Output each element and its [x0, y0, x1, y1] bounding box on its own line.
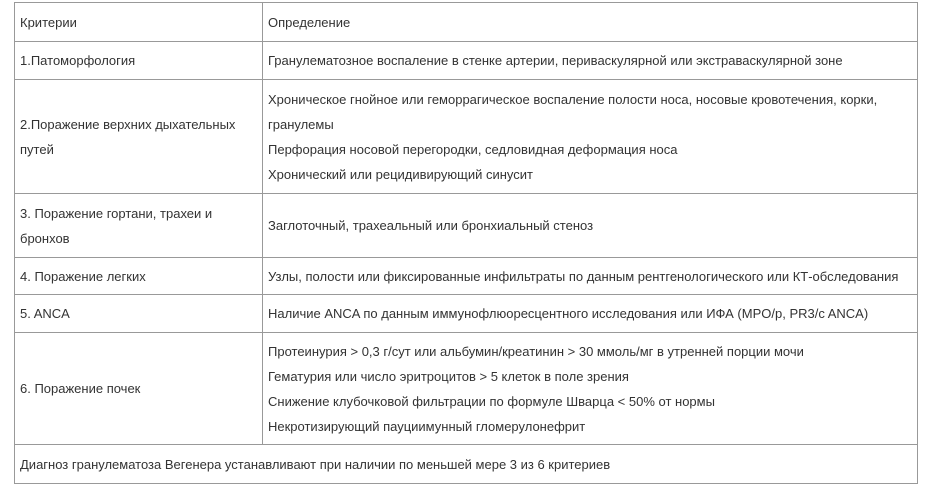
table-row — [15, 80, 918, 194]
criteria-text: 5. ANCA — [20, 306, 70, 321]
criteria-cell — [15, 258, 263, 295]
table-footer-row — [15, 445, 918, 484]
table-row — [15, 295, 918, 333]
criteria-text: бронхов — [20, 230, 70, 246]
definition-cell — [263, 295, 918, 333]
header-definition: Определение — [263, 3, 918, 42]
definition-text: гранулемы — [268, 116, 334, 132]
criteria-cell — [15, 194, 263, 258]
definition-cell — [263, 42, 918, 80]
criteria-cell — [15, 42, 263, 80]
definition-text: Снижение клубочковой фильтрации по формуле Шварца < 50% от нормы — [268, 393, 715, 409]
criteria-text: путей — [20, 141, 54, 157]
footer-note: Диагноз гранулематоза Вегенера устанавливают при наличии по меньшей мере 3 из 6 критериев — [15, 445, 918, 484]
definition-text: Некротизирующий пауциимунный гломерулонефрит — [268, 418, 586, 434]
definition-text: Узлы, полости или фиксированные инфильтраты по данным рентгенологического или КТ-обследования — [268, 268, 899, 284]
table-row — [15, 194, 918, 258]
criteria-text: 1.Патоморфология — [20, 53, 136, 68]
header-criteria: Критерии — [15, 3, 263, 42]
definition-cell — [263, 194, 918, 258]
definition-text: Перфорация носовой перегородки, седловидная деформация носа — [268, 141, 678, 157]
criteria-cell — [15, 295, 263, 333]
criteria-table — [14, 2, 918, 484]
criteria-text: 2.Поражение верхних дыхательных — [20, 116, 236, 132]
table-row — [15, 333, 918, 445]
definition-text: Хроническое гнойное или геморрагическое воспаление полости носа, носовые кровотечения, корки, — [268, 91, 878, 107]
definition-text: Заглоточный, трахеальный или бронхиальный стеноз — [268, 218, 594, 233]
definition-cell — [263, 333, 918, 445]
criteria-text: 6. Поражение почек — [20, 381, 141, 396]
definition-text: Хронический или рецидивирующий синусит — [268, 166, 533, 182]
criteria-cell — [15, 333, 263, 445]
definition-cell — [263, 258, 918, 295]
table-row — [15, 42, 918, 80]
criteria-text: 4. Поражение легких — [20, 268, 146, 284]
definition-text: Гематурия или число эритроцитов > 5 клеток в поле зрения — [268, 368, 629, 384]
definition-text: Наличие ANCA по данным иммунофлюоресцентного исследования или ИФА (MPO/p, PR3/c ANCA) — [268, 306, 869, 321]
criteria-cell — [15, 80, 263, 194]
definition-cell — [263, 80, 918, 194]
table-header-row — [15, 3, 918, 42]
definition-text: Протеинурия > 0,3 г/сут или альбумин/креатинин > 30 ммоль/мг в утренней порции мочи — [268, 343, 804, 359]
definition-text: Гранулематозное воспаление в стенке артерии, периваскулярной или экстраваскулярной зоне — [268, 53, 843, 68]
criteria-text: 3. Поражение гортани, трахеи и — [20, 205, 213, 221]
table-row — [15, 258, 918, 295]
